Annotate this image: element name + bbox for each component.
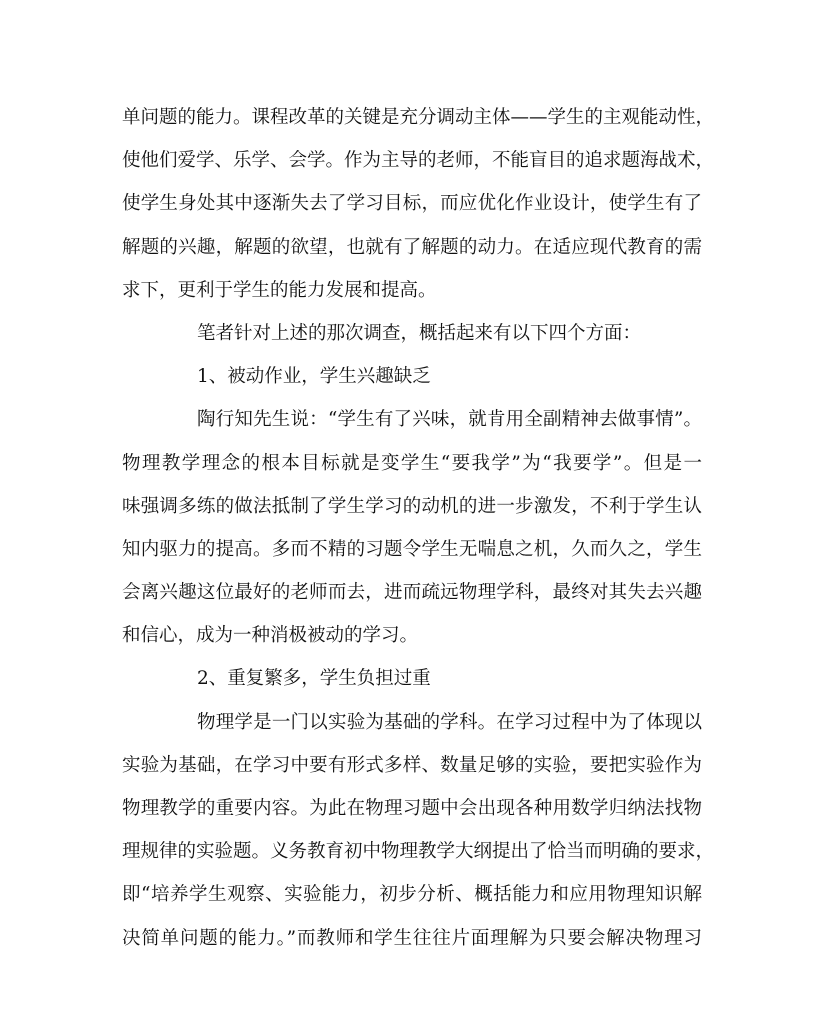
paragraph-3-line-4: 理规律的实验题。义务教育初中物理教学大纲提出了恰当而明确的要求， [122,841,715,863]
paragraph-3-line-3: 物理教学的重要内容。为此在物理习题中会出现各种用数学归纳法找物 [122,798,702,819]
paragraph-2-line-2: 物理教学理念的根本目标就是变学生“要我学”为“我要学”。但是一 [122,452,702,474]
paragraph-2-line-6: 和信心，成为一种消极被动的学习。 [122,625,419,647]
document-body [122,96,715,960]
paragraph-2-line-3: 味强调多练的做法抵制了学生学习的动机的进一步激发，不利于学生认 [122,495,702,517]
intro-line: 笔者针对上述的那次调查，概括起来有以下四个方面： [197,322,642,344]
section-heading-2: 2、重复繁多，学生负担过重 [197,668,431,690]
paragraph-1-line-4: 解题的兴趣，解题的欲望，也就有了解题的动力。在适应现代教育的需 [122,236,702,258]
paragraph-2-line-1: 陶行知先生说：“学生有了兴味，就肯用全副精神去做事情”。 [197,409,702,431]
paragraph-3-line-6: 决简单问题的能力。”而教师和学生往往片面理解为只要会解决物理习 [122,927,702,949]
paragraph-1-line-1: 单问题的能力。课程改革的关键是充分调动主体——学生的主观能动性， [122,107,715,128]
paragraph-3-line-1: 物理学是一门以实验为基础的学科。在学习过程中为了体现以 [197,711,702,733]
paragraph-3-line-5: 即“培养学生观察、实验能力，初步分析、概括能力和应用物理知识解 [122,884,702,906]
paragraph-1-line-5: 求下，更利于学生的能力发展和提高。 [122,279,437,301]
paragraph-2-line-5: 会离兴趣这位最好的老师而去，进而疏远物理学科，最终对其失去兴趣 [122,582,702,604]
paragraph-2-line-4: 知内驱力的提高。多而不精的习题令学生无喘息之机，久而久之，学生 [122,538,702,560]
paragraph-1-line-2: 使他们爱学、乐学、会学。作为主导的老师，不能盲目的追求题海战术， [122,150,715,172]
paragraph-3-line-2: 实验为基础，在学习中要有形式多样、数量足够的实验，要把实验作为 [122,754,702,776]
section-heading-1: 1、被动作业，学生兴趣缺乏 [197,366,431,388]
paragraph-1-line-3: 使学生身处其中逐渐失去了学习目标，而应优化作业设计，使学生有了 [122,193,702,215]
